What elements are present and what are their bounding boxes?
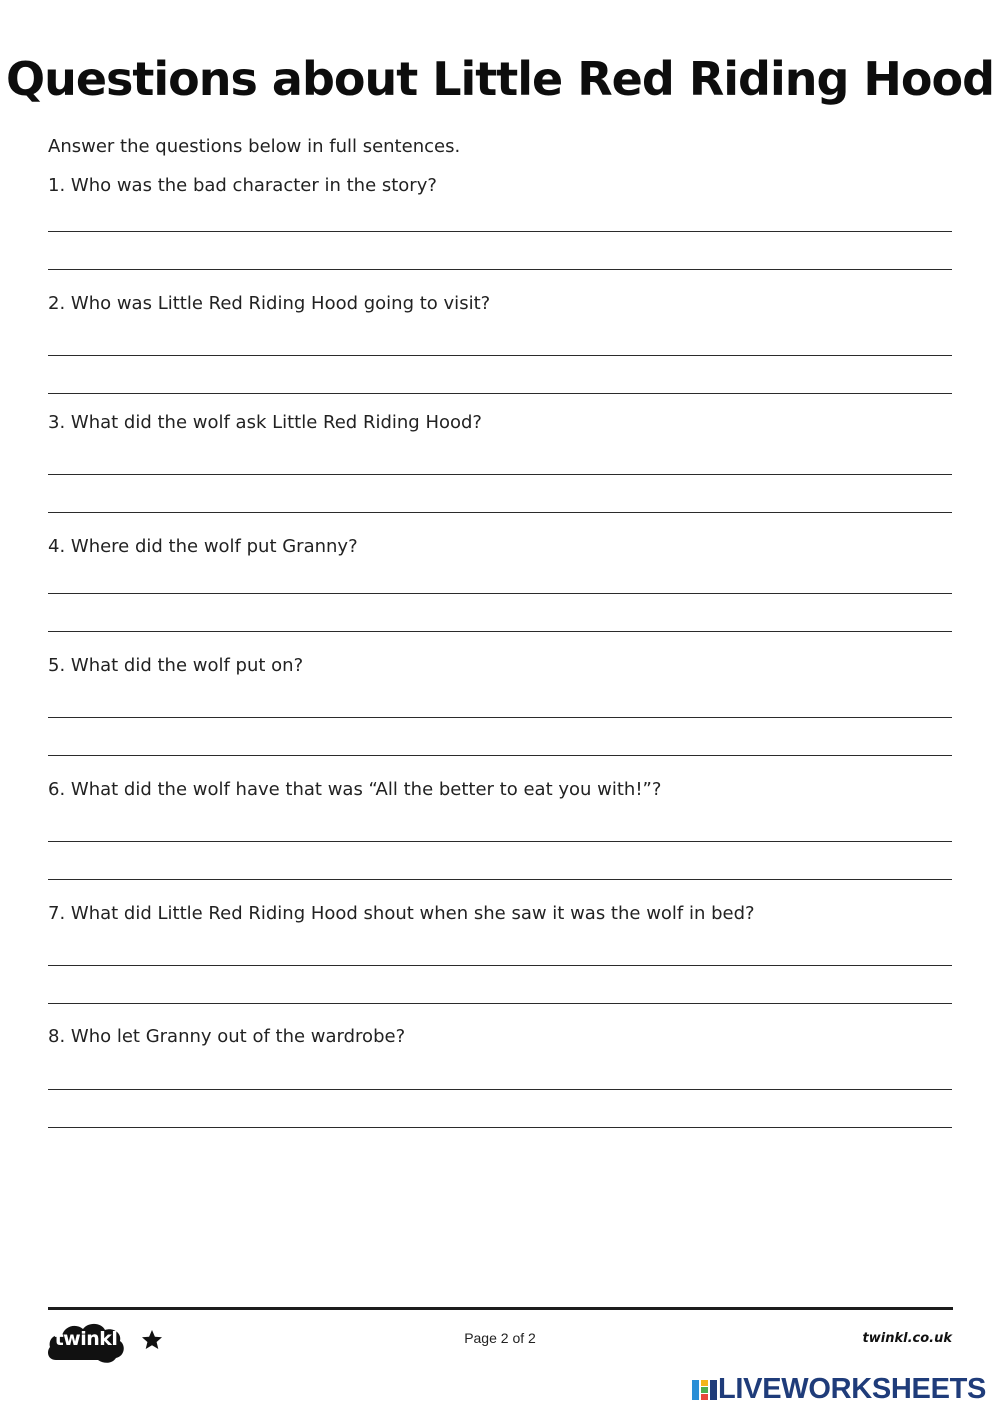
question-text: 5. What did the wolf put on? bbox=[48, 655, 304, 676]
answer-line[interactable] bbox=[48, 231, 952, 232]
footer-divider bbox=[48, 1307, 953, 1310]
question-text: 7. What did Little Red Riding Hood shout when she saw it was the wolf in bed? bbox=[48, 903, 755, 924]
question-text: 8. Who let Granny out of the wardrobe? bbox=[48, 1026, 406, 1047]
answer-line[interactable] bbox=[48, 1127, 952, 1128]
answer-line[interactable] bbox=[48, 474, 952, 475]
page-number: Page 2 of 2 bbox=[464, 1330, 536, 1346]
instruction-text: Answer the questions below in full sentences. bbox=[48, 136, 461, 157]
question-text: 2. Who was Little Red Riding Hood going to visit? bbox=[48, 293, 491, 314]
page-title: Questions about Little Red Riding Hood bbox=[5, 52, 995, 106]
answer-line[interactable] bbox=[48, 1089, 952, 1090]
question-text: 6. What did the wolf have that was “All the better to eat you with!”? bbox=[48, 779, 662, 800]
answer-line[interactable] bbox=[48, 593, 952, 594]
answer-line[interactable] bbox=[48, 879, 952, 880]
answer-line[interactable] bbox=[48, 512, 952, 513]
answer-line[interactable] bbox=[48, 269, 952, 270]
question-block bbox=[48, 778, 952, 802]
liveworksheets-logo-icon bbox=[692, 1378, 718, 1402]
question-block bbox=[48, 654, 952, 678]
answer-line[interactable] bbox=[48, 841, 952, 842]
question-block bbox=[48, 535, 952, 559]
question-text: 4. Where did the wolf put Granny? bbox=[48, 536, 358, 557]
question-text: 3. What did the wolf ask Little Red Riding Hood? bbox=[48, 412, 482, 433]
question-block bbox=[48, 292, 952, 316]
question-block bbox=[48, 411, 952, 435]
question-block bbox=[48, 1025, 952, 1049]
answer-line[interactable] bbox=[48, 1003, 952, 1004]
answer-line[interactable] bbox=[48, 755, 952, 756]
site-url: twinkl.co.uk bbox=[862, 1331, 952, 1346]
answer-line[interactable] bbox=[48, 965, 952, 966]
question-block bbox=[48, 902, 952, 926]
answer-line[interactable] bbox=[48, 631, 952, 632]
answer-line[interactable] bbox=[48, 393, 952, 394]
answer-line[interactable] bbox=[48, 717, 952, 718]
question-block bbox=[48, 174, 952, 198]
liveworksheets-watermark: LIVEWORKSHEETS bbox=[718, 1373, 987, 1405]
answer-line[interactable] bbox=[48, 355, 952, 356]
logo-text: twinkl bbox=[54, 1328, 118, 1350]
question-text: 1. Who was the bad character in the story? bbox=[48, 175, 437, 196]
